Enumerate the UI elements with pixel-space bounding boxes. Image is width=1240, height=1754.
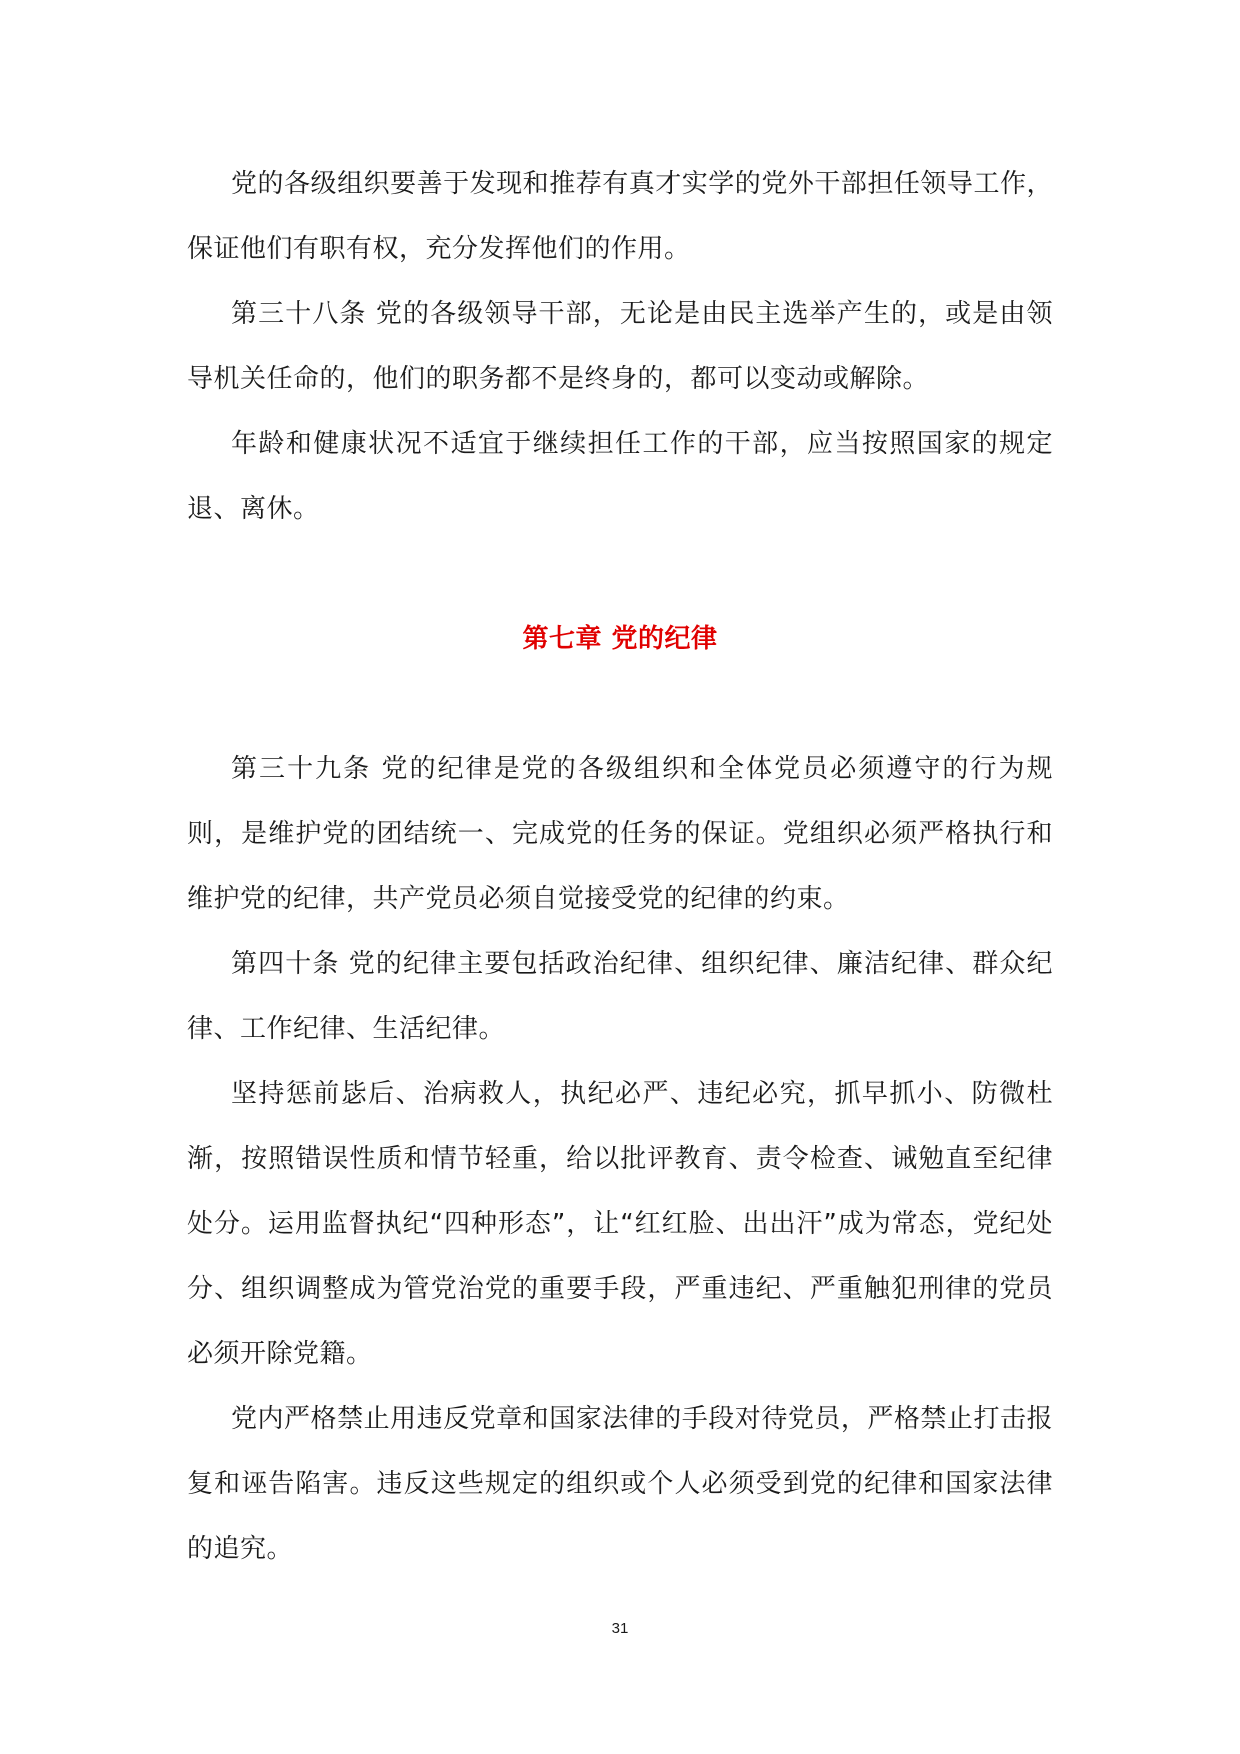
paragraph: 党的各级组织要善于发现和推荐有真才实学的党外干部担任领导工作，保证他们有职有权，充分发挥他们的作用。: [187, 169, 1053, 264]
paragraph: 坚持惩前毖后、治病救人，执纪必严、违纪必究，抓早抓小、防微杜渐，按照错误性质和情节轻重，给以批评教育、责令检查、诫勉直至纪律处分。运用监督执纪“四种形态”，让“红红脸、出出汗”成为常态，党纪处分、组织调整成为管党治党的重要手段，严重违纪、严重触犯刑律的党员必须开除党籍。: [187, 1079, 1053, 1369]
chapter-title: 第七章 党的纪律: [522, 624, 718, 654]
paragraph: 党内严格禁止用违反党章和国家法律的手段对待党员，严格禁止打击报复和诬告陷害。违反这些规定的组织或个人必须受到党的纪律和国家法律的追究。: [187, 1404, 1053, 1564]
article-38-paragraph: 第三十八条 党的各级领导干部，无论是由民主选举产生的，或是由领导机关任命的，他们的职务都不是终身的，都可以变动或解除。: [187, 299, 1053, 394]
article-39-paragraph: 第三十九条 党的纪律是党的各级组织和全体党员必须遵守的行为规则，是维护党的团结统一、完成党的任务的保证。党组织必须严格执行和维护党的纪律，共产党员必须自觉接受党的纪律的约束。: [187, 754, 1053, 914]
article-40-paragraph: 第四十条 党的纪律主要包括政治纪律、组织纪律、廉洁纪律、群众纪律、工作纪律、生活纪律。: [187, 949, 1053, 1044]
page-number: 31: [611, 1620, 629, 1637]
paragraph: 年龄和健康状况不适宜于继续担任工作的干部，应当按照国家的规定退、离休。: [187, 429, 1053, 524]
